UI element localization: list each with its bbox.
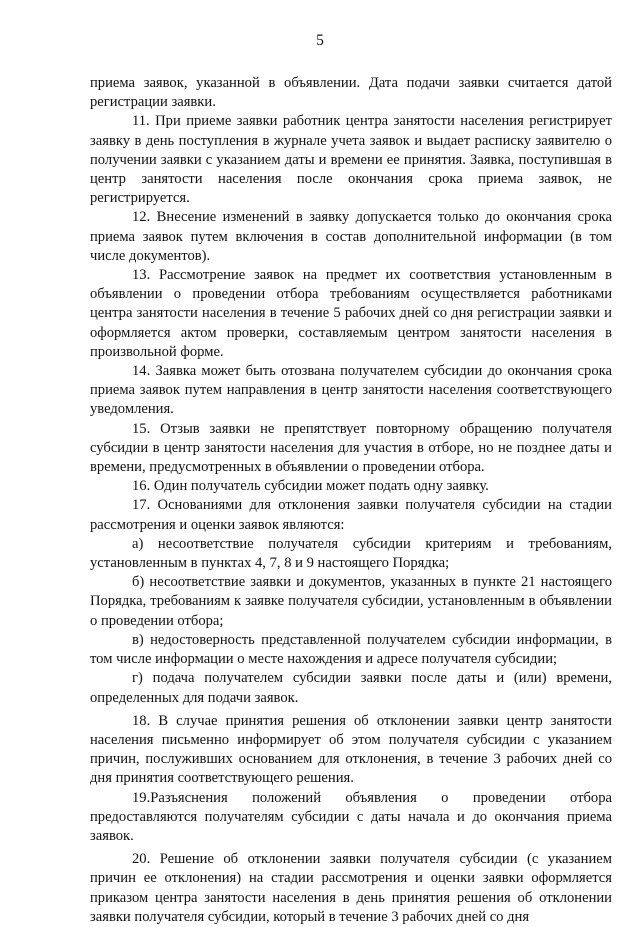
- paragraph-17-g: г) подача получателем субсидии заявки после даты и (или) времени, определенных для подачи заявок.: [90, 670, 612, 706]
- paragraph-19: 19.Разъяснения положений объявления о проведении отбора предоставляются получателям субсидии с даты начала и до окончания приема заявок.: [90, 789, 612, 844]
- paragraph-12: 12. Внесение изменений в заявку допускается только до окончания срока приема заявок путем включения в состав дополнительной информации (в том числе документов).: [90, 209, 612, 264]
- paragraph-16: 16. Один получатель субсидии может подать одну заявку.: [132, 478, 489, 495]
- paragraph-15: 15. Отзыв заявки не препятствует повторному обращению получателя субсидии в центр занятости населения для участия в отборе, но не позднее даты и времени, предусмотренных в объявлении о проведении отбора.: [90, 420, 612, 476]
- document-body: [90, 74, 612, 927]
- paragraph-17: 17. Основаниями для отклонения заявки получателя субсидии на стадии рассмотрения и оценки заявок являются:: [90, 497, 612, 533]
- paragraph-14: 14. Заявка может быть отозвана получателем субсидии до окончания срока приема заявок путем направления в центр занятости населения соответствующего уведомления.: [90, 363, 612, 418]
- paragraph-17-b: б) несоответствие заявки и документов, указанных в пункте 21 настоящего Порядка, требованиям к заявке получателя субсидии, установленным в объявлении о проведении отбора;: [90, 574, 612, 629]
- paragraph-17-a: а) несоответствие получателя субсидии критериям и требованиям, установленным в пунктах 4, 7, 8 и 9 настоящего Порядка;: [90, 535, 612, 572]
- paragraph-17-v: в) недостоверность представленной получателем субсидии информации, в том числе информации о месте нахождения и адресе получателя субсидии;: [90, 631, 612, 668]
- paragraph: приема заявок, указанной в объявлении. Дата подачи заявки считается датой регистрации заявки.: [90, 75, 612, 111]
- page-number: 5: [316, 32, 324, 49]
- paragraph-13: 13. Рассмотрение заявок на предмет их соответствия установленным в объявлении о проведении отбора требованиям осуществляется работниками центра занятости населения в течение 5 рабочих дней со дня регистрации заявки и оформляется актом проверки, составляемым центром занятости населения в произвольной форме.: [90, 267, 612, 360]
- paragraph-20: 20. Решение об отклонении заявки получателя субсидии (с указанием причин ее отклонения) на стадии рассмотрения и оценки заявки оформляется приказом центра занятости населения в день принятия решения об отклонении заявки получателя субсидии, который в течение 3 рабочих дней со дня: [90, 851, 612, 925]
- paragraph-11: 11. При приеме заявки работник центра занятости населения регистрирует заявку в день поступления в журнале учета заявок и выдает расписку заявителю о получении заявки с указанием даты и времени ее принятия. Заявка, поступившая в центр занятости населения после окончания срока приема заявок, не регистрируется.: [90, 113, 612, 207]
- paragraph-18: 18. В случае принятия решения об отклонении заявки центр занятости населения письменно информирует об этом получателя субсидии с указанием причин, послуживших основанием для отклонения, в течение 3 рабочих дней со дня принятия соответствующего решения.: [90, 712, 612, 787]
